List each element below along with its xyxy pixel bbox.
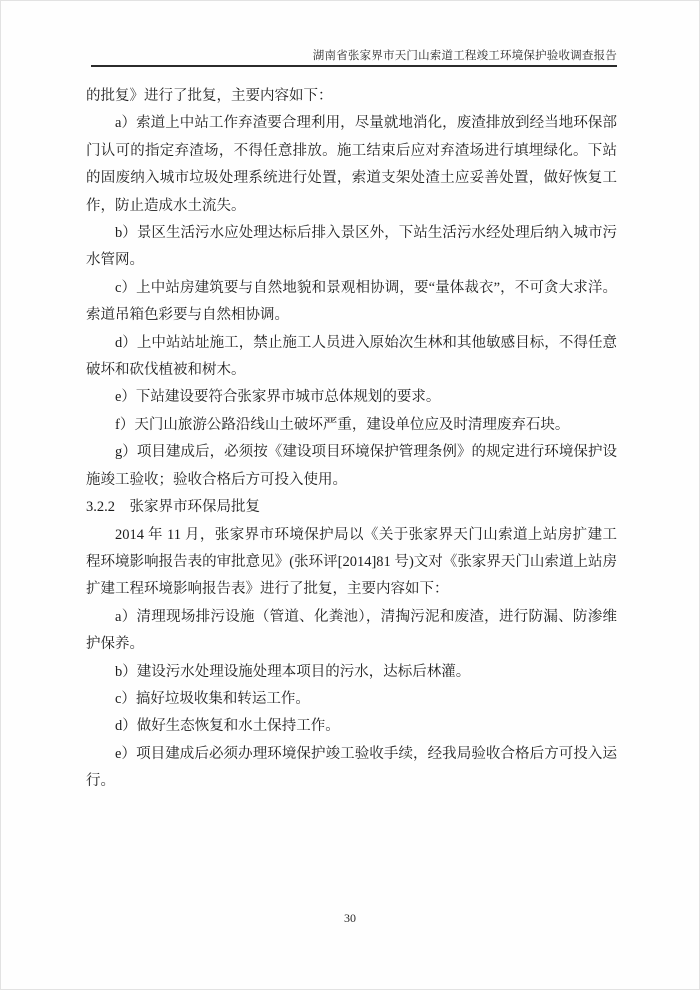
list-item-2a: a）清理现场排污设施（管道、化粪池），清掏污泥和废渣，进行防漏、防渗维护保养。 bbox=[86, 608, 617, 653]
section-number: 3.2.2 bbox=[86, 499, 115, 516]
list-item-1f: f）天门山旅游公路沿线山土破坏严重，建设单位应及时清理废弃石块。 bbox=[115, 416, 570, 433]
list-item-1g: g）项目建成后，必须按《建设项目环境保护管理条例》的规定进行环境保护设施竣工验收；验收合格后方可投入使用。 bbox=[86, 444, 617, 488]
list-item-1d: d）上中站站址施工，禁止施工人员进入原始次生林和其他敏感目标，不得任意破坏和砍伐植被和树木。 bbox=[86, 334, 617, 379]
list-item-1c: c）上中站房建筑要与自然地貌和景观相协调，要“量体裁衣”，不可贪大求洋。索道吊箱色彩要与自然相协调。 bbox=[86, 279, 617, 324]
page-footer bbox=[1, 911, 699, 926]
document-body bbox=[86, 83, 617, 796]
list-item-1b: b）景区生活污水应处理达标后排入景区外，下站生活污水经处理后纳入城市污水管网。 bbox=[86, 225, 617, 269]
running-title: 湖南省张家界市天门山索道工程竣工环境保护验收调查报告 bbox=[312, 50, 617, 62]
list-item-2b: b）建设污水处理设施处理本项目的污水，达标后林灌。 bbox=[115, 663, 471, 680]
section-title: 张家界市环保局批复 bbox=[129, 499, 260, 516]
list-item-2c: c）搞好垃圾收集和转运工作。 bbox=[115, 690, 310, 707]
header-rule bbox=[91, 65, 617, 67]
paragraph-continuation: 的批复》进行了批复，主要内容如下： bbox=[86, 88, 333, 104]
running-header bbox=[91, 47, 617, 63]
paragraph-section2-intro: 2014 年 11 月，张家界市环境保护局以《关于张家界天门山索道上站房扩建工程环境影响报告表的审批意见》(张环评[2014]81 号)文对《张家界天门山索道上站房扩建工程环境影响报告表》进行了批复，主要内容如下： bbox=[86, 526, 617, 598]
section-heading-3-2-2 bbox=[86, 494, 617, 521]
list-item-1e: e）下站建设要符合张家界市城市总体规划的要求。 bbox=[115, 389, 441, 406]
page-number: 30 bbox=[344, 911, 356, 925]
list-item-2e: e）项目建成后必须办理环境保护竣工验收手续，经我局验收合格后方可投入运行。 bbox=[86, 745, 617, 790]
list-item-1a: a）索道上中站工作弃渣要合理利用，尽量就地消化，废渣排放到经当地环保部门认可的指定弃渣场，不得任意排放。施工结束后应对弃渣场进行填埋绿化。下站的固废纳入城市垃圾处理系统进行处置，索道支架处渣土应妥善处置，做好恢复工作，防止造成水土流失。 bbox=[86, 115, 617, 214]
list-item-2d: d）做好生态恢复和水土保持工作。 bbox=[115, 718, 340, 735]
